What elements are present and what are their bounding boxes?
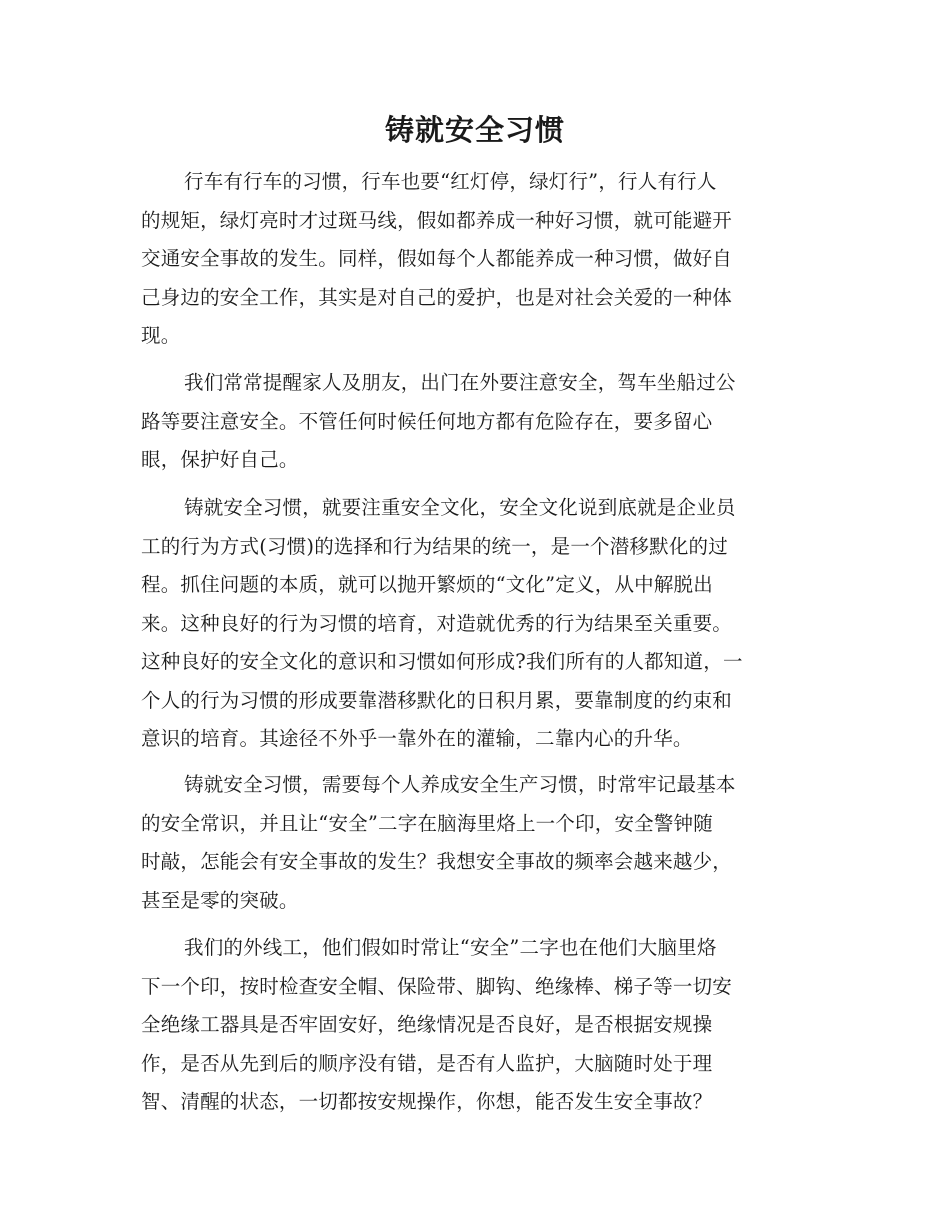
paragraph-line: 个人的行为习惯的形成要靠潜移默化的日积月累，要靠制度的约束和: [141, 688, 733, 712]
paragraph-line: 铸就安全习惯，需要每个人养成安全生产习惯，时常牢记最基本: [184, 773, 736, 796]
paragraph-line: 现。: [141, 324, 181, 347]
paragraph-line: 己身边的安全工作，其实是对自己的爱护，也是对社会关爱的一种体: [141, 285, 733, 309]
paragraph-line: 全绝缘工器具是否牢固安好，绝缘情况是否良好，是否根据安规操: [141, 1013, 713, 1036]
paragraph-3: [141, 489, 806, 759]
paragraph-line: 行车有行车的习惯，行车也要“红灯停，绿灯行”，行人有行人: [184, 170, 717, 193]
paragraph-line: 时敲，怎能会有安全事故的发生？我想安全事故的频率会越来越少，: [141, 850, 733, 873]
paragraph-line: 交通安全事故的发生。同样，假如每个人都能养成一种习惯，做好自: [141, 247, 733, 270]
paragraph-line: 的安全常识，并且让“安全”二字在脑海里烙上一个印，安全警钟随: [141, 811, 713, 835]
paragraph-line: 程。抓住问题的本质，就可以抛开繁烦的“文化”定义，从中解脱出: [141, 573, 713, 596]
paragraph-line: 铸就安全习惯，就要注重安全文化，安全文化说到底就是企业员: [184, 496, 736, 519]
paragraph-line: 工的行为方式(习惯)的选择和行为结果的统一，是一个潜移默化的过: [141, 534, 728, 558]
paragraph-line: 我们常常提醒家人及朋友，出门在外要注意安全，驾车坐船过公: [184, 371, 736, 394]
document-title: 铸就安全习惯: [384, 113, 565, 147]
paragraph-line: 智、清醒的状态，一切都按安规操作，你想，能否发生安全事故？: [141, 1090, 713, 1113]
paragraph-line: 作，是否从先到后的顺序没有错，是否有人监护，大脑随时处于理: [141, 1051, 713, 1075]
paragraph-5: [141, 929, 806, 1122]
paragraph-4: [141, 766, 806, 920]
paragraph-line: 眼，保护好自己。: [141, 448, 299, 471]
paragraph-line: 我们的外线工，他们假如时常让“安全”二字也在他们大脑里烙: [184, 936, 717, 959]
paragraph-2: [141, 364, 806, 480]
paragraph-line: 下一个印，按时检查安全帽、保险带、脚钩、绝缘棒、梯子等一切安: [141, 974, 733, 998]
paragraph-line: 这种良好的安全文化的意识和习惯如何形成?我们所有的人都知道，一: [141, 650, 743, 673]
paragraph-line: 来。这种良好的行为习惯的培育，对造就优秀的行为结果至关重要。: [141, 611, 733, 635]
paragraph-1: [141, 163, 806, 356]
paragraph-line: 意识的培育。其途径不外乎一靠外在的灌输，二靠内心的升华。: [141, 727, 693, 750]
paragraph-line: 路等要注意安全。不管任何时候任何地方都有危险存在，要多留心: [141, 409, 713, 433]
paragraph-line: 甚至是零的突破。: [141, 888, 299, 912]
paragraph-line: 的规矩，绿灯亮时才过斑马线，假如都养成一种好习惯，就可能避开: [141, 208, 733, 232]
